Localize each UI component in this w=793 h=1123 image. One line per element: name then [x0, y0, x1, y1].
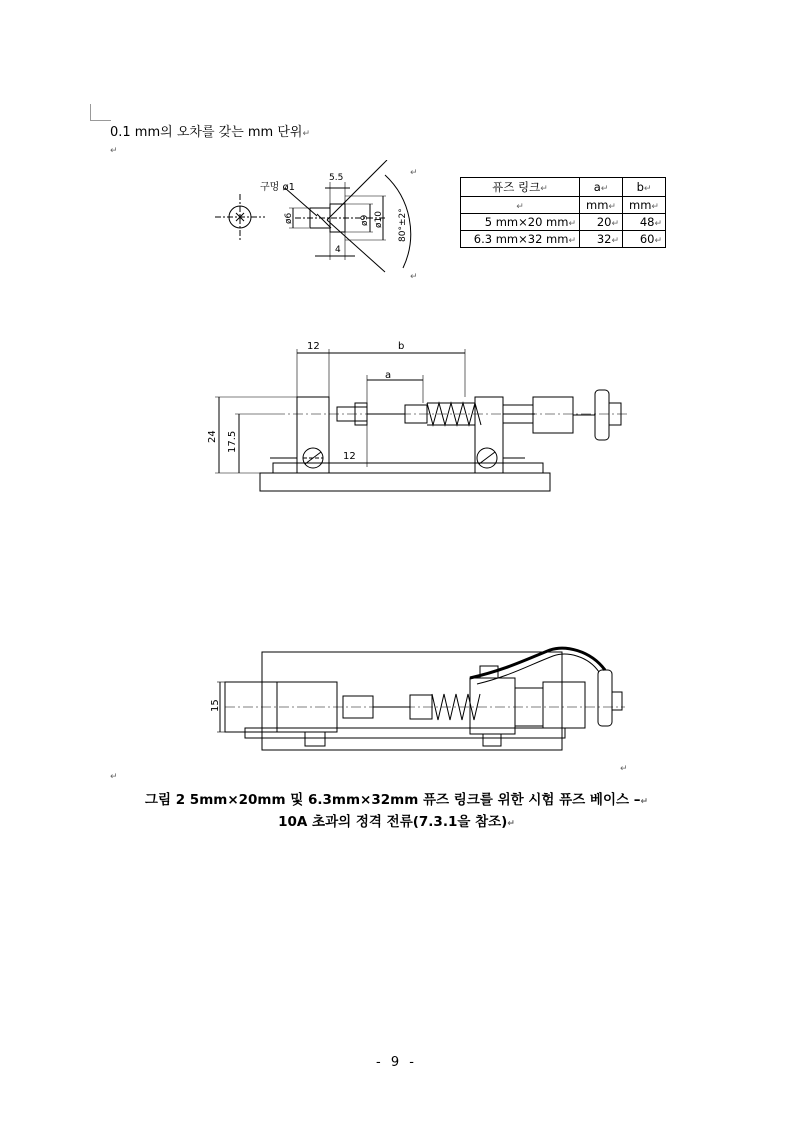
dim-a: a: [385, 370, 392, 381]
table-unit-cell: ↵: [461, 197, 580, 214]
detail-drawing: [205, 160, 430, 285]
table-row: [461, 231, 666, 248]
table-row: [461, 214, 666, 231]
table-header-row: [461, 178, 666, 197]
paragraph-mark: ↵: [110, 772, 118, 782]
dim-24: 24: [207, 430, 218, 443]
fuse-link-dimension-table: [460, 177, 666, 248]
table-cell: 60↵: [623, 231, 666, 248]
angle-label: 80°±2°: [398, 208, 408, 242]
intro-text: [110, 121, 310, 140]
caption-line2-text: 10A 초과의 정격 전류(7.3.1을 참조): [278, 814, 508, 830]
dim-15: 15: [210, 699, 221, 712]
dim-12-low: 12: [343, 451, 356, 462]
corner-crop-mark: [90, 104, 111, 121]
table-cell: 6.3 mm×32 mm↵: [461, 231, 580, 248]
paragraph-mark: ↵: [410, 272, 418, 282]
dim-phi6: ø6: [284, 212, 294, 224]
table-header-cell: 퓨즈 링크↵: [461, 178, 580, 197]
dim-12-top: 12: [307, 341, 320, 352]
dim-phi9: ø9: [360, 214, 370, 226]
figure-caption-line2: 10A 초과의 정격 전류(7.3.1을 참조)↵: [278, 814, 515, 830]
table-header-cell: a↵: [580, 178, 623, 197]
table-unit-cell: mm↵: [580, 197, 623, 214]
intro-label: 0.1 mm의 오차를 갖는 mm 단위: [110, 125, 303, 140]
table-header-cell: b↵: [623, 178, 666, 197]
table-unit-cell: mm↵: [623, 197, 666, 214]
fuse-base-front-view: [195, 335, 635, 500]
table-units-row: [461, 197, 666, 214]
dim-4: 4: [335, 245, 341, 255]
hole-label: 구멍 ø1: [260, 182, 295, 193]
caption-line1-text: 그림 2 5mm×20mm 및 6.3mm×32mm 퓨즈 링크를 위한 시험 퓨즈 베이스 –: [144, 792, 641, 808]
paragraph-mark: ↵: [110, 146, 118, 156]
paragraph-mark: ↵: [302, 129, 311, 139]
right-block: [475, 397, 503, 473]
table-cell: 48↵: [623, 214, 666, 231]
dim-17-5: 17.5: [227, 430, 238, 453]
paragraph-mark: ↵: [410, 168, 418, 178]
base-outline: [262, 652, 562, 750]
dim-5-5: 5.5: [329, 173, 344, 183]
table-cell: 20↵: [580, 214, 623, 231]
base-plate: [260, 473, 550, 491]
left-block: [297, 397, 329, 473]
figure-caption-line1: 그림 2 5mm×20mm 및 6.3mm×32mm 퓨즈 링크를 위한 시험 퓨즈 베이스 –↵: [144, 792, 649, 808]
table-cell: 32↵: [580, 231, 623, 248]
dim-phi10: ø10: [374, 211, 384, 228]
page-number: - 9 -: [376, 1055, 417, 1070]
fuse-base-top-view: [205, 640, 635, 775]
dim-b: b: [398, 341, 405, 352]
table-cell: 5 mm×20 mm↵: [461, 214, 580, 231]
paragraph-mark: ↵: [620, 764, 628, 774]
terminal-knob: [533, 397, 573, 433]
